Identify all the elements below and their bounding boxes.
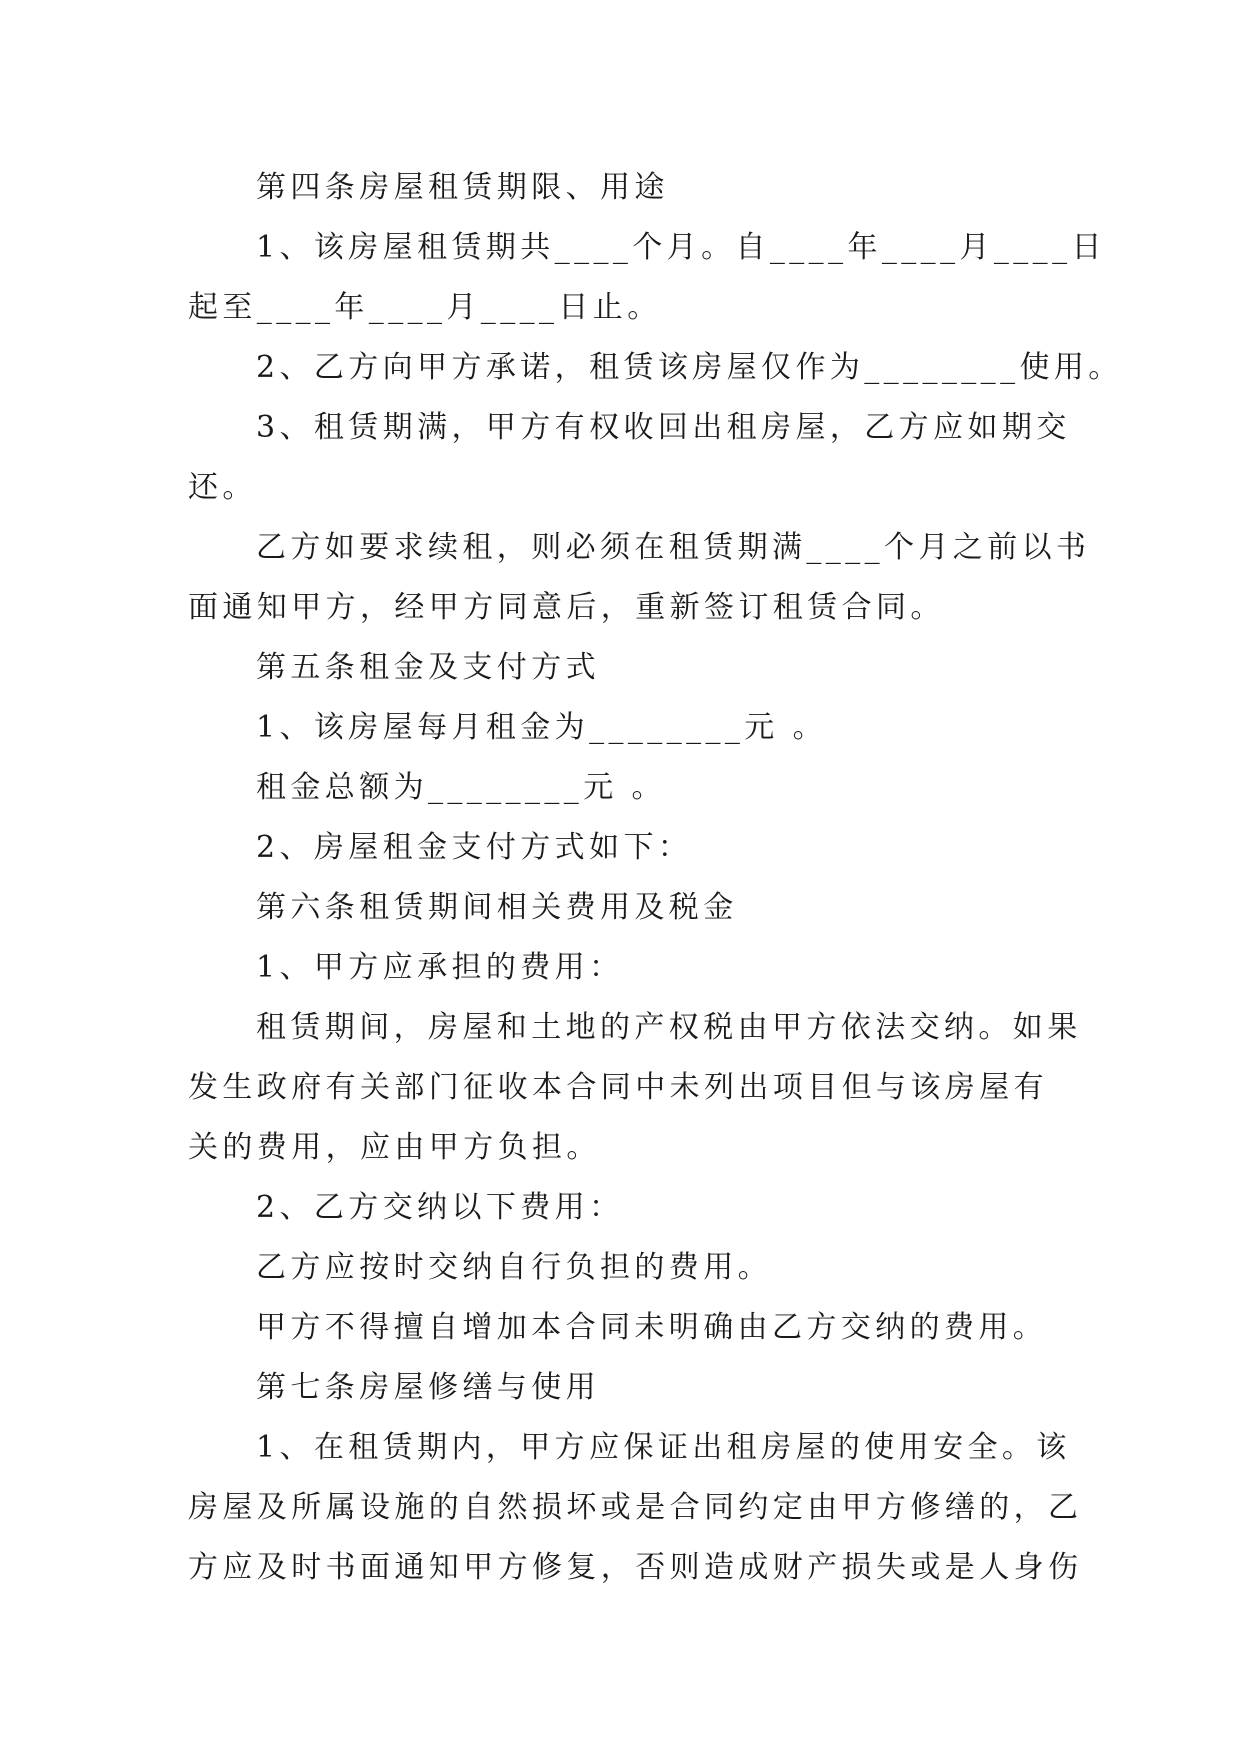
- paragraph-line: 2、乙方向甲方承诺，租赁该房屋仅作为________使用。: [256, 350, 1123, 385]
- article-7-heading: 第七条房屋修缮与使用: [256, 1370, 600, 1405]
- paragraph-line: 甲方不得擅自增加本合同未明确由乙方交纳的费用。: [256, 1310, 1048, 1345]
- paragraph-line: 2、乙方交纳以下费用：: [256, 1190, 624, 1225]
- article-6-heading: 第六条租赁期间相关费用及税金: [256, 890, 738, 925]
- paragraph-line: 方应及时书面通知甲方修复，否则造成财产损失或是人身伤: [188, 1550, 1083, 1585]
- paragraph-line: 面通知甲方，经甲方同意后，重新签订租赁合同。: [188, 590, 945, 625]
- paragraph-line: 1、甲方应承担的费用：: [256, 950, 624, 985]
- paragraph-line: 乙方如要求续租，则必须在租赁期满____个月之前以书: [256, 530, 1091, 565]
- paragraph-line: 还。: [188, 470, 257, 505]
- article-5-heading: 第五条租金及支付方式: [256, 650, 600, 685]
- paragraph-line: 3、租赁期满，甲方有权收回出租房屋，乙方应如期交: [256, 410, 1071, 445]
- paragraph-line: 租金总额为________元 。: [256, 770, 666, 805]
- paragraph-line: 1、该房屋每月租金为________元 。: [256, 710, 828, 745]
- article-4-heading: 第四条房屋租赁期限、用途: [256, 170, 669, 205]
- paragraph-line: 2、房屋租金支付方式如下：: [256, 830, 693, 865]
- paragraph-line: 租赁期间，房屋和土地的产权税由甲方依法交纳。如果: [256, 1010, 1082, 1045]
- paragraph-line: 1、在租赁期内，甲方应保证出租房屋的使用安全。该: [256, 1430, 1071, 1465]
- paragraph-line: 起至____年____月____日止。: [188, 290, 662, 325]
- paragraph-line: 乙方应按时交纳自行负担的费用。: [256, 1250, 772, 1285]
- paragraph-line: 关的费用，应由甲方负担。: [188, 1130, 601, 1165]
- paragraph-line: 房屋及所属设施的自然损坏或是合同约定由甲方修缮的，乙: [188, 1490, 1083, 1525]
- document-body: [188, 158, 1123, 1598]
- paragraph-line: 1、该房屋租赁期共____个月。自____年____月____日: [256, 230, 1106, 265]
- paragraph-line: 发生政府有关部门征收本合同中未列出项目但与该房屋有: [188, 1070, 1048, 1105]
